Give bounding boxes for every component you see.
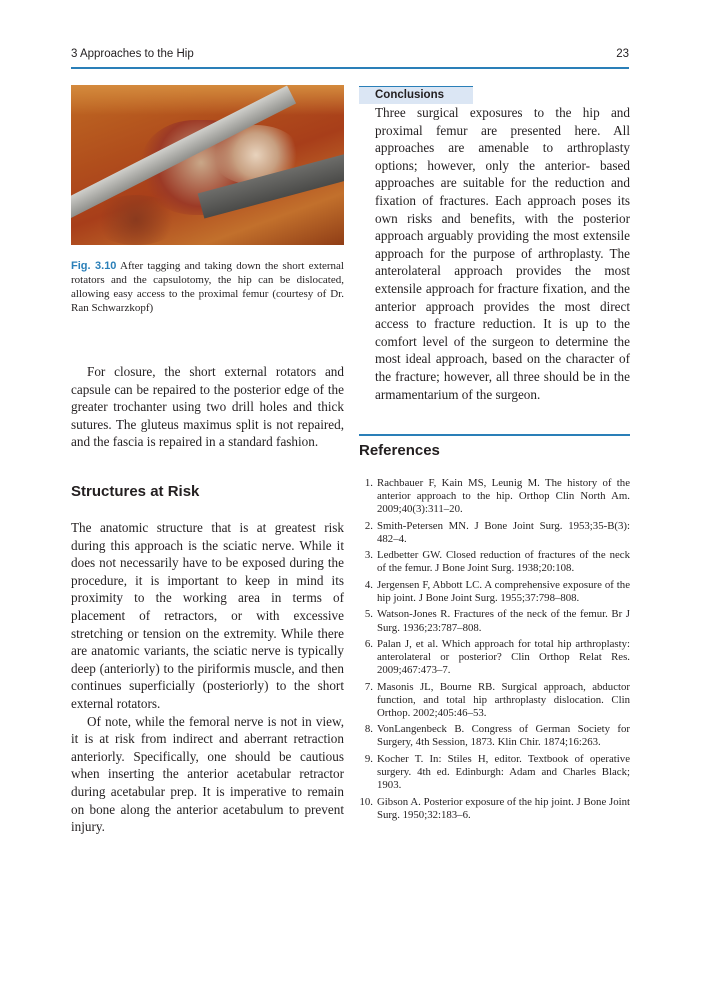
page-number: 23 (616, 48, 629, 60)
figure-caption (71, 259, 344, 315)
conclusions-paragraph: Three surgical exposures to the hip and proximal femur are presented here. All approaches are amenable to arthroplasty options; however, only the anterior- based approaches are suitable for the reduction and fixation of fractures. Each approach poses its own risks and benefits, with the posterior approach arguably providing the most extensile approach for the purpose of arthroplasty. The anterolateral approach provides the most extensile approach for fracture fixation, and the anterior approach provides the most direct access to fracture reduction. It is up to the comfort level of the surgeon to determine the most ideal approach, based on the character of the fracture; however, all three should be in the armamentarium of the surgeon. (375, 105, 630, 402)
conclusions-heading: Conclusions (359, 86, 473, 104)
reference-item (359, 579, 630, 605)
reference-number: 2. (364, 519, 373, 532)
reference-text: Palan J, et al. Which approach for total hip arthroplasty: anterolateral or posterior? Clin Orthop Relat Res. 2009;467:473–7. (377, 637, 630, 677)
running-head (71, 46, 629, 66)
body-paragraph: The anatomic structure that is at greatest risk during this approach is the sciatic nerve. While it does not necessarily have to be exposed during the procedure, it is important to keep in mind its proximity to the working area in terms of placement of retractors, or with excessive stretching or tension on the extremity. While there are anatomic variants, the sciatic nerve is typically deep (anteriorly) to the piriformis muscle, and then continues superficially (posteriorly) to the short external rotators. (71, 520, 344, 711)
reference-number: 10. (359, 795, 373, 808)
reference-text: VonLangenbeck B. Congress of German Society for Surgery, 4th Session, 1873. Klin Chir. 1874;16:263. (377, 723, 630, 749)
reference-number: 3. (364, 549, 373, 562)
reference-item (359, 796, 630, 822)
reference-number: 8. (364, 723, 373, 736)
conclusions-body (375, 104, 630, 403)
reference-item (359, 638, 630, 677)
structures-at-risk-body (71, 519, 344, 836)
figure-label: Fig. 3.10 (71, 260, 117, 272)
reference-text: Gibson A. Posterior exposure of the hip joint. J Bone Joint Surg. 1950;32:183–6. (377, 795, 630, 821)
reference-item (359, 549, 630, 575)
drape-region (71, 85, 344, 115)
reference-text: Smith-Petersen MN. J Bone Joint Surg. 1953;35-B(3): 482–4. (377, 519, 630, 545)
reference-item (359, 608, 630, 634)
reference-text: Kocher T. In: Stiles H, editor. Textbook of operative surgery. 4th ed. Edinburgh: Adam and Charles Black; 1903. (377, 752, 630, 792)
references-rule (359, 434, 630, 436)
reference-text: Jergensen F, Abbott LC. A comprehensive exposure of the hip joint. J Bone Joint Surg. 1955;37:798–808. (377, 578, 630, 604)
surgical-photo (71, 85, 344, 245)
reference-number: 7. (364, 680, 373, 693)
section-heading-references: References (359, 442, 440, 459)
reference-number: 5. (364, 608, 373, 621)
reference-item (359, 520, 630, 546)
reference-number: 1. (364, 477, 373, 489)
reference-text: Rachbauer F, Kain MS, Leunig M. The history of the anterior approach to the hip. Orthop Clin North Am. 2009;40(3):311–20. (377, 477, 630, 516)
reference-number: 9. (364, 752, 373, 765)
reference-number: 6. (364, 637, 373, 650)
reference-item (359, 477, 630, 516)
chapter-title: 3 Approaches to the Hip (71, 48, 194, 60)
closure-section (71, 363, 344, 451)
reference-text: Ledbetter GW. Closed reduction of fractures of the neck of the femur. J Bone Joint Surg. 1938;20:108. (377, 549, 630, 575)
body-paragraph: Of note, while the femoral nerve is not in view, it is at risk from indirect and aberrant retraction anteriorly. Specifically, one should be cautious when inserting the anterior acetabular retractor during acetabular prep. It is imperative to remain on bone along the anterior acetabulum to prevent injury. (71, 713, 344, 835)
reference-item (359, 753, 630, 792)
closure-paragraph: For closure, the short external rotators and capsule can be repaired to the posterior edge of the greater trochanter using two drill holes and thick sutures. The gluteus maximus split is not repaired, and the fascia is repaired in a standard fashion. (71, 364, 344, 450)
section-heading-structures-at-risk: Structures at Risk (71, 483, 200, 500)
figure-caption-text: After tagging and taking down the short external rotators and the capsulotomy, the hip can be dislocated, allowing easy access to the proximal femur (courtesy of Dr. Ran Schwarzkopf) (71, 260, 344, 314)
reference-text: Masonis JL, Bourne RB. Surgical approach, abductor function, and total hip arthroplasty dislocation. Clin Orthop. 2002;405:46–53. (377, 680, 630, 719)
reference-item (359, 681, 630, 720)
reference-item (359, 723, 630, 749)
header-rule (71, 67, 629, 69)
reference-text: Watson-Jones R. Fractures of the neck of the femur. Br J Surg. 1936;23:787–808. (377, 608, 630, 634)
reference-list (359, 477, 630, 825)
reference-number: 4. (364, 578, 373, 591)
